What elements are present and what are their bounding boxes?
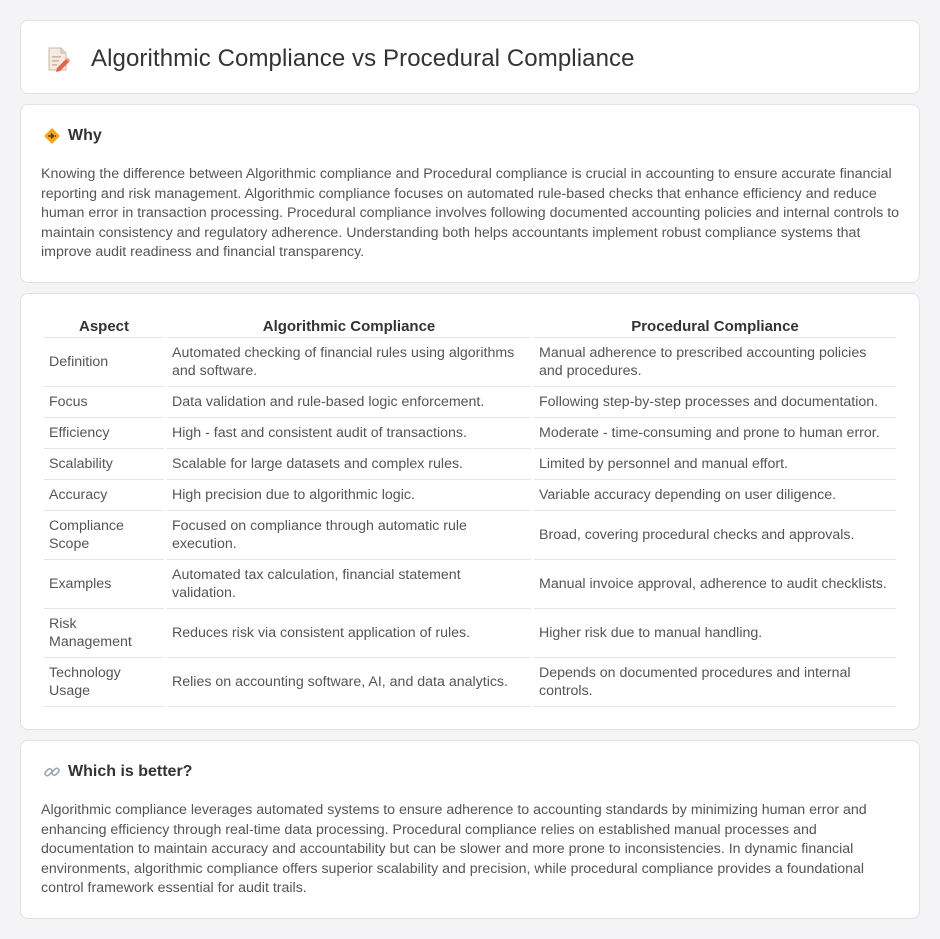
better-title: Which is better? (68, 763, 193, 780)
table-row (44, 609, 896, 658)
why-heading (43, 127, 102, 145)
procedural-cell: Higher risk due to manual handling. (534, 609, 896, 658)
header-algorithmic: Algorithmic Compliance (167, 316, 531, 338)
procedural-cell: Moderate - time-consuming and prone to human error. (534, 418, 896, 449)
comparison-table (41, 316, 899, 707)
aspect-cell: Risk Management (44, 609, 164, 658)
algorithmic-cell: Reduces risk via consistent application of rules. (167, 609, 531, 658)
title-row (45, 45, 635, 73)
header-aspect: Aspect (44, 316, 164, 338)
algorithmic-cell: Automated checking of financial rules using algorithms and software. (167, 338, 531, 387)
aspect-cell: Efficiency (44, 418, 164, 449)
aspect-cell: Accuracy (44, 480, 164, 511)
algorithmic-cell: Data validation and rule-based logic enforcement. (167, 387, 531, 418)
aspect-cell: Scalability (44, 449, 164, 480)
aspect-cell: Compliance Scope (44, 511, 164, 560)
aspect-cell: Examples (44, 560, 164, 609)
title-card (20, 20, 920, 94)
procedural-cell: Following step-by-step processes and documentation. (534, 387, 896, 418)
procedural-cell: Manual invoice approval, adherence to audit checklists. (534, 560, 896, 609)
link-icon (43, 763, 61, 781)
algorithmic-cell: Relies on accounting software, AI, and data analytics. (167, 658, 531, 707)
table-row (44, 449, 896, 480)
table-row (44, 511, 896, 560)
table-body (44, 338, 896, 707)
better-heading (43, 763, 192, 781)
why-title: Why (68, 127, 102, 144)
why-text: Knowing the difference between Algorithmic compliance and Procedural compliance is crucial in accounting to ensure accurate financial reporting and risk management. Algorithmic compliance focuses on automated rule-based checks that enhance efficiency and reduce human error in transaction processing. Procedural compliance involves following documented accounting policies and internal controls to maintain consistency and regulatory adherence. Understanding both helps accountants implement robust compliance systems that improve audit readiness and financial transparency. (41, 166, 900, 261)
table-row (44, 387, 896, 418)
header-procedural: Procedural Compliance (534, 316, 896, 338)
procedural-cell: Depends on documented procedures and internal controls. (534, 658, 896, 707)
diamond-arrows-icon (43, 127, 61, 145)
why-section (20, 104, 920, 283)
comparison-section (20, 293, 920, 730)
table-row (44, 418, 896, 449)
table-row (44, 338, 896, 387)
aspect-cell: Technology Usage (44, 658, 164, 707)
algorithmic-cell: High - fast and consistent audit of transactions. (167, 418, 531, 449)
table-row (44, 560, 896, 609)
which-better-section (20, 740, 920, 919)
better-text: Algorithmic compliance leverages automated systems to ensure adherence to accounting standards by minimizing human error and enhancing efficiency through real-time data processing. Procedural compliance relies on established manual processes and documentation to maintain accuracy and accountability but can be slower and more prone to inconsistencies. In dynamic financial environments, algorithmic compliance offers superior scalability and precision, while procedural compliance provides a foundational control framework essential for audit trails. (41, 802, 867, 897)
aspect-cell: Definition (44, 338, 164, 387)
table-header-row (44, 316, 896, 338)
algorithmic-cell: Automated tax calculation, financial statement validation. (167, 560, 531, 609)
table-row (44, 480, 896, 511)
document-pen-icon (45, 46, 71, 72)
procedural-cell: Limited by personnel and manual effort. (534, 449, 896, 480)
table-row (44, 658, 896, 707)
procedural-cell: Broad, covering procedural checks and approvals. (534, 511, 896, 560)
algorithmic-cell: High precision due to algorithmic logic. (167, 480, 531, 511)
algorithmic-cell: Focused on compliance through automatic rule execution. (167, 511, 531, 560)
aspect-cell: Focus (44, 387, 164, 418)
procedural-cell: Variable accuracy depending on user diligence. (534, 480, 896, 511)
procedural-cell: Manual adherence to prescribed accounting policies and procedures. (534, 338, 896, 387)
page-title: Algorithmic Compliance vs Procedural Compliance (91, 45, 635, 72)
algorithmic-cell: Scalable for large datasets and complex rules. (167, 449, 531, 480)
